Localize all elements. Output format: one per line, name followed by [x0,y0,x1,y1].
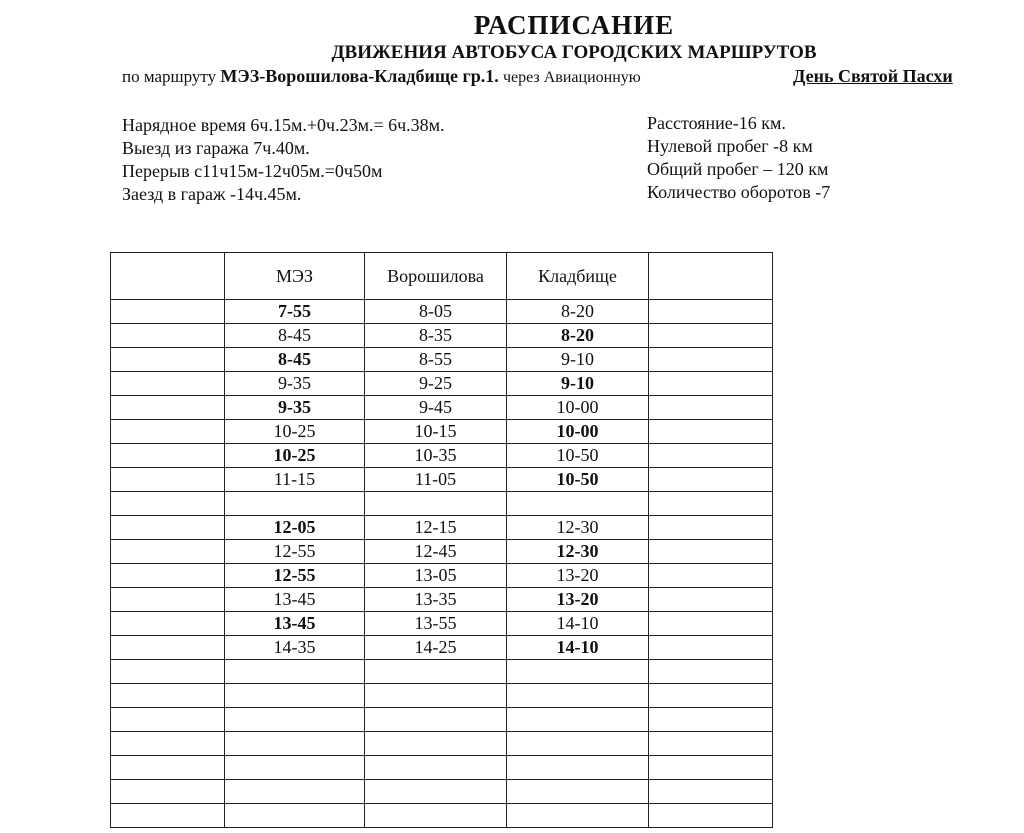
row-blank-left-cell [111,756,225,780]
row-blank-right-cell [649,300,773,324]
row-blank-right-cell [649,348,773,372]
row-blank-right-cell [649,324,773,348]
table-row [111,588,773,612]
time-cell-kladbishche: 10-50 [507,444,649,468]
row-blank-left-cell [111,660,225,684]
table-row [111,396,773,420]
time-cell-kladbishche: 8-20 [507,324,649,348]
row-blank-right-cell [649,732,773,756]
table-row [111,372,773,396]
garage-return: Заезд в гараж -14ч.45м. [122,184,302,204]
table-row [111,420,773,444]
time-cell-mez: 9-35 [225,372,365,396]
time-cell-kladbishche [507,660,649,684]
row-blank-left-cell [111,804,225,828]
time-cell-voroshilova: 10-15 [365,420,507,444]
time-cell-kladbishche: 14-10 [507,612,649,636]
table-row [111,540,773,564]
row-blank-right-cell [649,588,773,612]
time-cell-mez [225,708,365,732]
table-row [111,492,773,516]
time-cell-voroshilova: 9-45 [365,396,507,420]
work-time: Нарядное время 6ч.15м.+0ч.23м.= 6ч.38м. [122,115,445,135]
time-cell-kladbishche: 9-10 [507,372,649,396]
header-cell-voroshilova: Ворошилова [365,253,507,300]
row-blank-right-cell [649,756,773,780]
distance: Расстояние-16 км. [647,113,786,133]
row-blank-left-cell [111,396,225,420]
time-cell-voroshilova: 9-25 [365,372,507,396]
row-blank-left-cell [111,348,225,372]
row-blank-left-cell [111,420,225,444]
time-cell-mez [225,684,365,708]
info-right-block [647,112,830,204]
time-cell-voroshilova [365,684,507,708]
table-row [111,612,773,636]
time-cell-voroshilova [365,756,507,780]
time-cell-voroshilova: 13-55 [365,612,507,636]
row-blank-right-cell [649,516,773,540]
time-cell-voroshilova: 14-25 [365,636,507,660]
row-blank-right-cell [649,636,773,660]
time-cell-kladbishche: 12-30 [507,540,649,564]
time-cell-kladbishche [507,732,649,756]
time-cell-voroshilova: 12-45 [365,540,507,564]
time-cell-voroshilova [365,660,507,684]
time-cell-kladbishche: 10-00 [507,420,649,444]
time-cell-mez: 11-15 [225,468,365,492]
time-cell-voroshilova: 10-35 [365,444,507,468]
document-title: РАСПИСАНИЕ [473,10,675,40]
row-blank-right-cell [649,612,773,636]
time-cell-kladbishche: 13-20 [507,564,649,588]
time-cell-voroshilova: 13-05 [365,564,507,588]
route-prefix: по маршруту [122,67,217,86]
time-cell-mez: 8-45 [225,324,365,348]
total-mileage: Общий пробег – 120 км [647,159,829,179]
info-left-block [122,114,445,206]
header-cell-mez: МЭЗ [225,253,365,300]
table-row [111,804,773,828]
table-row [111,684,773,708]
route-line [122,66,641,87]
document-subtitle: ДВИЖЕНИЯ АВТОБУСА ГОРОДСКИХ МАРШРУТОВ [331,42,817,63]
time-cell-kladbishche [507,804,649,828]
row-blank-left-cell [111,588,225,612]
time-cell-mez: 12-05 [225,516,365,540]
time-cell-mez [225,732,365,756]
row-blank-left-cell [111,708,225,732]
time-cell-voroshilova [365,492,507,516]
row-blank-left-cell [111,612,225,636]
table-row [111,780,773,804]
time-cell-kladbishche [507,780,649,804]
time-cell-mez: 14-35 [225,636,365,660]
time-cell-voroshilova: 8-55 [365,348,507,372]
table-row [111,636,773,660]
time-cell-mez: 13-45 [225,612,365,636]
row-blank-right-cell [649,660,773,684]
row-blank-left-cell [111,540,225,564]
row-blank-left-cell [111,516,225,540]
row-blank-left-cell [111,492,225,516]
time-cell-mez: 9-35 [225,396,365,420]
route-name: МЭЗ-Ворошилова-Кладбище гр.1. [220,66,499,86]
schedule-body [111,253,773,828]
row-blank-left-cell [111,300,225,324]
time-cell-mez: 13-45 [225,588,365,612]
time-cell-kladbishche: 10-50 [507,468,649,492]
row-blank-right-cell [649,420,773,444]
time-cell-kladbishche [507,708,649,732]
table-row [111,564,773,588]
row-blank-left-cell [111,732,225,756]
time-cell-voroshilova [365,804,507,828]
time-cell-kladbishche: 13-20 [507,588,649,612]
table-header-row [111,253,773,300]
table-row [111,468,773,492]
time-cell-kladbishche: 12-30 [507,516,649,540]
row-blank-right-cell [649,396,773,420]
table-row [111,324,773,348]
time-cell-mez [225,492,365,516]
time-cell-mez: 10-25 [225,444,365,468]
row-blank-right-cell [649,540,773,564]
time-cell-voroshilova: 8-05 [365,300,507,324]
time-cell-voroshilova: 8-35 [365,324,507,348]
time-cell-mez: 12-55 [225,564,365,588]
time-cell-mez [225,804,365,828]
holiday-label: День Святой Пасхи [793,66,953,86]
table-row [111,708,773,732]
time-cell-voroshilova: 12-15 [365,516,507,540]
table-row [111,516,773,540]
row-blank-left-cell [111,324,225,348]
row-blank-right-cell [649,444,773,468]
row-blank-left-cell [111,780,225,804]
row-blank-left-cell [111,372,225,396]
header-cell-blank-right [649,253,773,300]
time-cell-kladbishche: 9-10 [507,348,649,372]
row-blank-right-cell [649,492,773,516]
table-row [111,348,773,372]
time-cell-kladbishche: 10-00 [507,396,649,420]
row-blank-left-cell [111,564,225,588]
time-cell-voroshilova [365,780,507,804]
time-cell-mez: 8-45 [225,348,365,372]
table-row [111,756,773,780]
time-cell-mez [225,660,365,684]
table-row [111,444,773,468]
route-via: через Авиационную [502,69,641,86]
row-blank-right-cell [649,804,773,828]
zero-mileage: Нулевой пробег -8 км [647,136,813,156]
row-blank-left-cell [111,444,225,468]
row-blank-right-cell [649,684,773,708]
table-row [111,300,773,324]
row-blank-right-cell [649,780,773,804]
row-blank-left-cell [111,636,225,660]
garage-departure: Выезд из гаража 7ч.40м. [122,138,310,158]
break-time: Перерыв с11ч15м-12ч05м.=0ч50м [122,161,383,181]
time-cell-kladbishche [507,756,649,780]
time-cell-voroshilova [365,732,507,756]
time-cell-kladbishche: 8-20 [507,300,649,324]
header-cell-blank-left [111,253,225,300]
time-cell-voroshilova: 11-05 [365,468,507,492]
time-cell-kladbishche [507,684,649,708]
time-cell-voroshilova [365,708,507,732]
time-cell-mez: 7-55 [225,300,365,324]
table-row [111,660,773,684]
row-blank-right-cell [649,468,773,492]
row-blank-right-cell [649,564,773,588]
table-row [111,732,773,756]
row-blank-left-cell [111,684,225,708]
time-cell-kladbishche [507,492,649,516]
schedule-table [110,252,773,828]
turnover-count: Количество оборотов -7 [647,182,831,202]
row-blank-right-cell [649,372,773,396]
row-blank-left-cell [111,468,225,492]
row-blank-right-cell [649,708,773,732]
time-cell-mez: 10-25 [225,420,365,444]
header-cell-kladbishche: Кладбище [507,253,649,300]
time-cell-mez [225,756,365,780]
time-cell-mez: 12-55 [225,540,365,564]
time-cell-mez [225,780,365,804]
time-cell-kladbishche: 14-10 [507,636,649,660]
time-cell-voroshilova: 13-35 [365,588,507,612]
